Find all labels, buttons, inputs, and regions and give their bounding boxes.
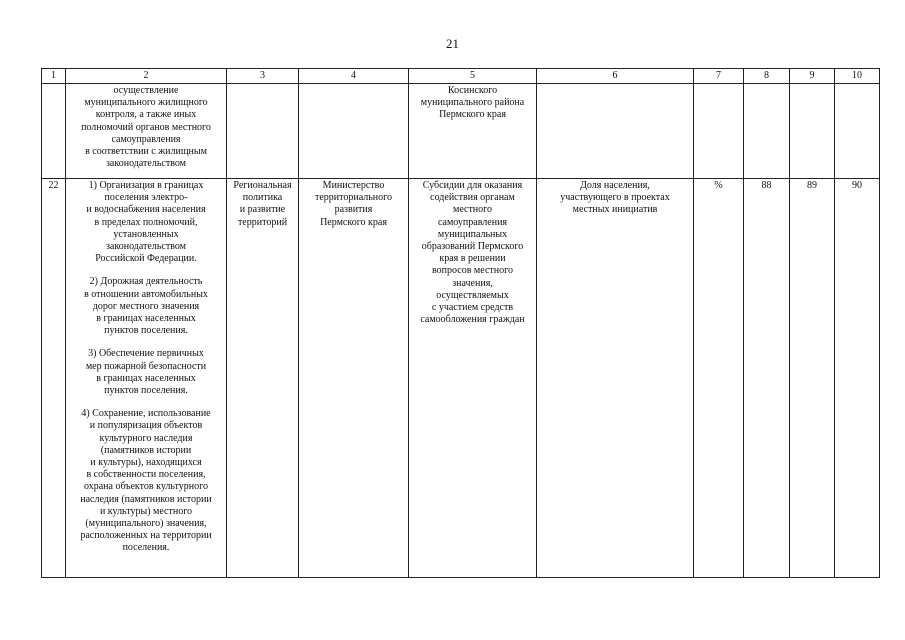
table-row-22 <box>42 179 880 578</box>
column-number-2: 2 <box>66 69 227 84</box>
cell-powers <box>66 179 227 578</box>
cell-value-2 <box>790 84 835 179</box>
cell-indicator: Доля населения, участвующего в проектах местных инициатив <box>537 179 694 578</box>
cell-value-3: 90 <box>835 179 880 578</box>
column-number-10: 10 <box>835 69 880 84</box>
powers-paragraph-3: 3) Обеспечение первичных мер пожарной безопасности в границах населенных пунктов поселения. <box>85 348 207 397</box>
column-number-7: 7 <box>694 69 744 84</box>
powers-paragraph-2: 2) Дорожная деятельность в отношении автомобильных дорог местного значения в границах населенных пунктов поселения. <box>84 276 208 337</box>
column-number-5: 5 <box>409 69 537 84</box>
cell-value-3 <box>835 84 880 179</box>
cell-indicator <box>537 84 694 179</box>
cell-program <box>227 84 299 179</box>
cell-row-number: 22 <box>42 179 66 578</box>
powers-paragraph-4: 4) Сохранение, использование и популяризация объектов культурного наследия (памятников истории и культуры), находящихся в собственности поселения, охрана объектов культурного наследия (памятников истории и культуры) местного (муниципального) значения, расположенных на территории поселения. <box>80 408 212 554</box>
column-number-6: 6 <box>537 69 694 84</box>
cell-value-1: 88 <box>744 179 790 578</box>
cell-powers: осуществление муниципального жилищного контроля, а также иных полномочий органов местного самоуправления в соответствии с жилищным законодательством <box>66 84 227 179</box>
column-number-1: 1 <box>42 69 66 84</box>
cell-responsible: Министерство территориального развития Пермского края <box>299 179 409 578</box>
page-number: 21 <box>446 36 459 51</box>
powers-paragraph-1: 1) Организация в границах поселения электро- и водоснабжения населения в пределах полномочий, установленных законодательством Российской Федерации. <box>86 180 206 265</box>
cell-program: Региональная политика и развитие территорий <box>227 179 299 578</box>
cell-value-1 <box>744 84 790 179</box>
cell-row-number <box>42 84 66 179</box>
column-number-3: 3 <box>227 69 299 84</box>
cell-subsidy: Субсидии для оказания содействия органам местного самоуправления муниципальных образований Пермского края в решении вопросов местного значения, осуществляемых с участием средств самообложения граждан <box>409 179 537 578</box>
column-number-9: 9 <box>790 69 835 84</box>
table-row-continuation <box>42 84 880 179</box>
cell-unit <box>694 84 744 179</box>
cell-unit: % <box>694 179 744 578</box>
cell-responsible <box>299 84 409 179</box>
cell-subsidy: Косинского муниципального района Пермского края <box>409 84 537 179</box>
column-number-4: 4 <box>299 69 409 84</box>
cell-value-2: 89 <box>790 179 835 578</box>
document-table <box>41 68 880 578</box>
table-header-row <box>42 69 880 84</box>
column-number-8: 8 <box>744 69 790 84</box>
